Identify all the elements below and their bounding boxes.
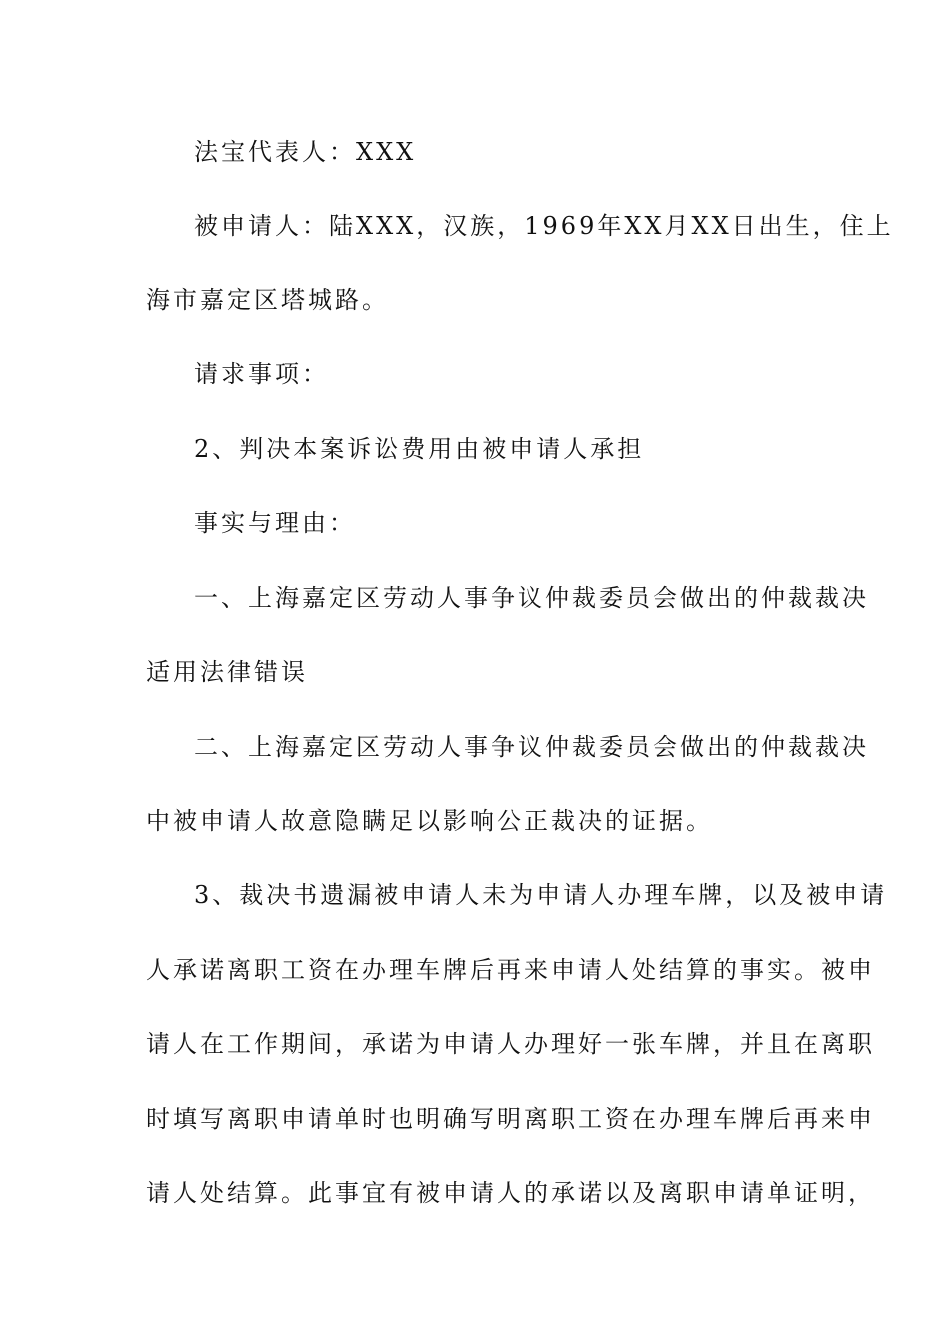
reason-3-line-1: 3、裁决书遗漏被申请人未为申请人办理车牌，以及被申请 xyxy=(194,881,888,909)
reason-3-line-2: 人承诺离职工资在办理车牌后再来申请人处结算的事实。被申 xyxy=(146,956,875,984)
claims-heading: 请求事项： xyxy=(194,360,329,388)
respondent-line-1: 被申请人：陆XXX，汉族，1969年XX月XX日出生，住上 xyxy=(194,212,894,240)
reason-2-line-1: 二、上海嘉定区劳动人事争议仲裁委员会做出的仲裁裁决 xyxy=(194,733,869,761)
respondent-line-2: 海市嘉定区塔城路。 xyxy=(146,286,389,314)
reason-3-line-3: 请人在工作期间，承诺为申请人办理好一张车牌，并且在离职 xyxy=(146,1030,875,1058)
facts-heading: 事实与理由： xyxy=(194,509,356,537)
reason-1-line-1: 一、上海嘉定区劳动人事争议仲裁委员会做出的仲裁裁决 xyxy=(194,584,869,612)
reason-2-line-2: 中被申请人故意隐瞒足以影响公正裁决的证据。 xyxy=(146,807,713,835)
reason-3-line-5: 请人处结算。此事宜有被申请人的承诺以及离职申请单证明， xyxy=(146,1179,875,1207)
claim-item-2: 2、判决本案诉讼费用由被申请人承担 xyxy=(194,435,645,463)
legal-representative-line: 法宝代表人：XXX xyxy=(194,138,417,166)
reason-1-line-2: 适用法律错误 xyxy=(146,658,308,686)
reason-3-line-4: 时填写离职申请单时也明确写明离职工资在办理车牌后再来申 xyxy=(146,1105,875,1133)
